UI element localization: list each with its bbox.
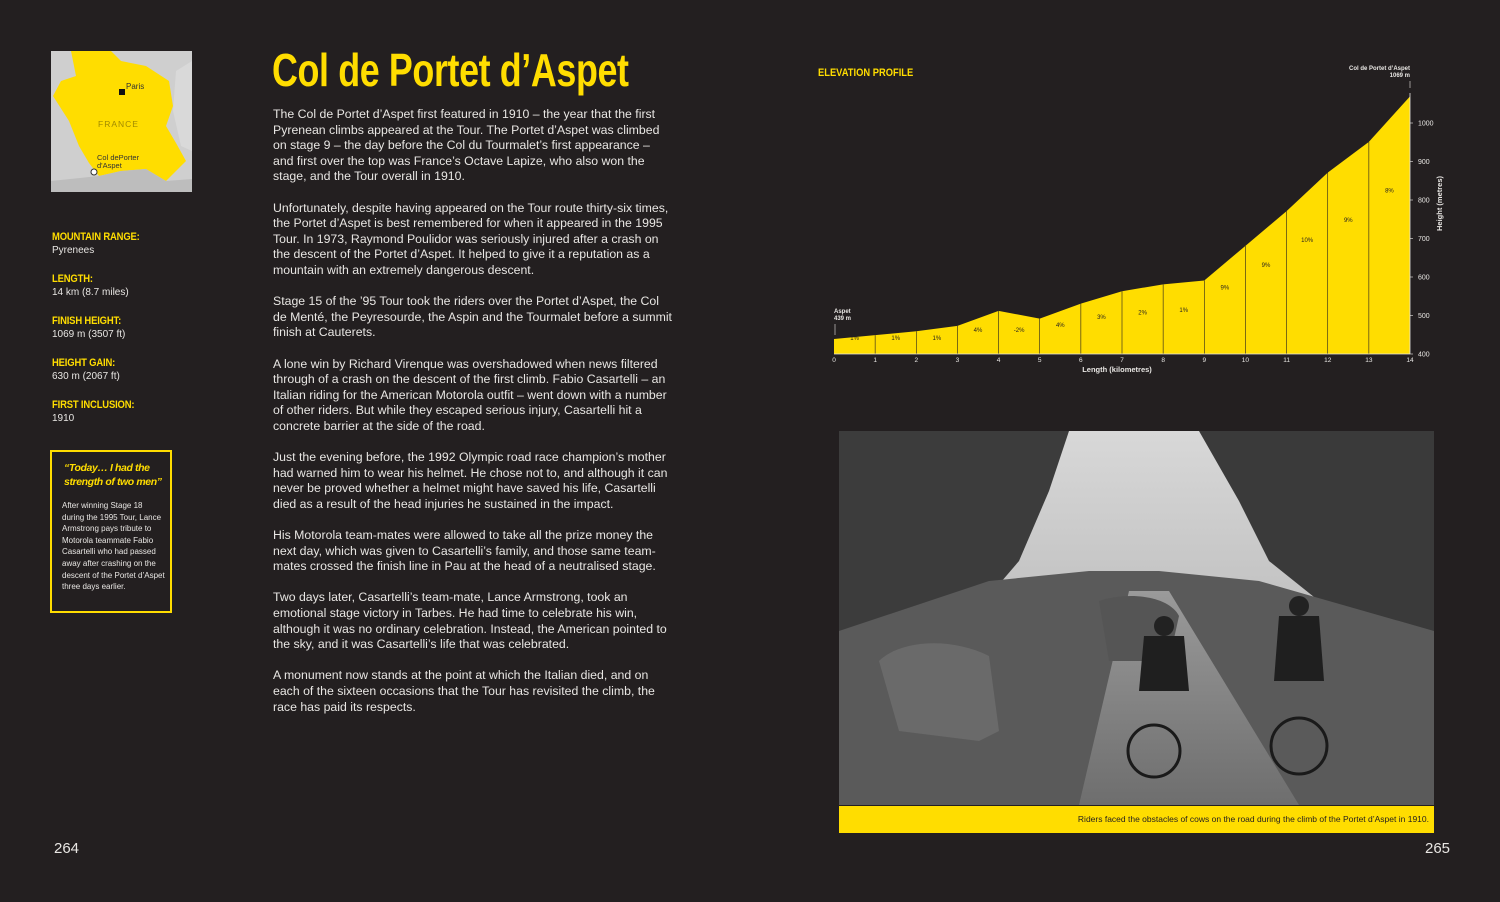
paragraph: A lone win by Richard Virenque was overshadowed when news filtered through of a crash on the descent of the first climb. Fabio Casartelli – an Italian riding for the American Motorola outfit – went down with a number of other riders. But while they escaped serious injury, Casartelli hit a concrete barrier at the side of the road. — [273, 356, 667, 433]
x-tick-label: 0 — [832, 357, 836, 364]
fact-value-height-gain: 630 m (2067 ft) — [52, 371, 120, 382]
fact-value-first-inclusion: 1910 — [52, 413, 75, 424]
fact-value-length: 14 km (8.7 miles) — [52, 287, 129, 298]
start-height-label: 439 m — [834, 315, 852, 322]
gradient-label: 8% — [1385, 188, 1394, 195]
x-axis-title: Length (kilometres) — [1082, 365, 1152, 374]
y-tick-label: 1000 — [1418, 120, 1434, 128]
quote-title: “Today… I had the strength of two men” — [64, 462, 162, 488]
fact-label-height-gain: HEIGHT GAIN: — [52, 357, 116, 369]
gradient-label: 3% — [1097, 315, 1106, 322]
gradient-label: 9% — [1343, 218, 1353, 225]
x-tick-label: 10 — [1241, 357, 1250, 364]
gradient-label: 1% — [932, 336, 942, 342]
map-city-label: Paris — [126, 82, 145, 91]
paragraph: A monument now stands at the point at which the Italian died, and on each of the sixteen occasions that the Tour has revisited the climb, the race has paid its respects. — [273, 668, 655, 714]
photo-caption-bar — [839, 806, 1434, 833]
y-tick-label: 800 — [1418, 197, 1430, 205]
map-country-label: FRANCE — [98, 119, 139, 129]
y-tick-label: 600 — [1418, 274, 1430, 282]
paragraph: The Col de Portet d’Aspet first featured in 1910 – the year that the first Pyrenean climbs appeared at the Tour. The Portet d’Aspet was climbed on stage 9 – the day before the Col du Tourmalet’s first appearance – and first over the top was France’s Octave Lapize, who also won the stage, and the Tour overall in 1910. — [273, 107, 660, 184]
x-tick-label: 8 — [1161, 357, 1165, 364]
elevation-profile-chart — [800, 52, 1460, 382]
fact-value-finish-height: 1069 m (3507 ft) — [52, 329, 126, 340]
y-tick-label: 400 — [1418, 351, 1430, 359]
gradient-label: 2% — [1138, 310, 1147, 317]
x-tick-label: 2 — [914, 357, 919, 364]
map-climb-label-2: d'Aspet — [97, 161, 122, 170]
fact-label-mountain-range: MOUNTAIN RANGE: — [52, 231, 140, 243]
x-tick-label: 3 — [955, 357, 960, 364]
fact-value-mountain-range: Pyrenees — [52, 245, 95, 256]
article-body — [273, 107, 673, 731]
paragraph: Just the evening before, the 1992 Olympic road race champion’s mother had warned him to wear his helmet. He chose not to, and although it can never be proved whether a helmet might have saved his life, Casartelli died as a result of the head injuries he sustained in the impact. — [273, 450, 668, 511]
quote-box — [50, 450, 172, 613]
gradient-label: 4% — [1055, 323, 1065, 330]
gradient-label: 1% — [1179, 308, 1189, 315]
fact-label-finish-height: FINISH HEIGHT: — [52, 315, 122, 327]
x-tick-label: 5 — [1037, 357, 1042, 364]
x-tick-label: 6 — [1079, 357, 1083, 364]
gradient-label: 4% — [973, 327, 983, 334]
start-name-label: Aspet — [834, 308, 851, 315]
fact-label-first-inclusion: FIRST INCLUSION: — [52, 399, 135, 411]
y-tick-label: 500 — [1418, 313, 1430, 320]
end-height-label: 1069 m — [1389, 73, 1410, 79]
location-map — [51, 51, 192, 192]
gradient-label: 9% — [1261, 263, 1271, 270]
map-climb-label-1: Col dePorter — [97, 153, 140, 162]
paragraph: Stage 15 of the ’95 Tour took the riders over the Portet d’Aspet, the Col de Menté, the Peyresourde, the Aspin and the Tourmalet before a summit finish at Cauterets. — [273, 294, 672, 340]
x-tick-label: 1 — [873, 357, 877, 364]
end-name-label: Col de Portet d’Aspet — [1348, 66, 1410, 72]
x-tick-label: 14 — [1406, 357, 1414, 364]
y-tick-label: 900 — [1418, 159, 1430, 166]
gradient-label: 9% — [1220, 285, 1230, 292]
gradient-label: 10% — [1301, 238, 1314, 245]
y-axis-title: Height (metres) — [1435, 175, 1444, 232]
paragraph: Unfortunately, despite having appeared on the Tour route thirty-six times, the Portet d’Aspet is best remembered for when it appeared in the 1995 Tour. In 1973, Raymond Poulidor was seriously injured after a crash on the descent of the Portet d’Aspet. It helped to give it a reputation as a mountain with an extremely dangerous descent. — [273, 200, 669, 277]
paragraph: Two days later, Casartelli’s team-mate, Lance Armstrong, took an emotional stage victory in Tarbes. He had time to celebrate his win, although it was no ordinary celebration. Instead, the American pointed to the sky, and it was Casartelli’s life that was celebrated. — [273, 590, 667, 652]
y-tick-label: 700 — [1418, 236, 1430, 243]
page-number-left: 264 — [54, 840, 80, 857]
gradient-label: 1% — [891, 336, 901, 342]
profile-heading: ELEVATION PROFILE — [818, 67, 914, 79]
x-tick-label: 7 — [1120, 357, 1124, 364]
page-number-right: 265 — [1425, 840, 1451, 857]
climb-facts — [52, 230, 212, 440]
x-tick-label: 12 — [1324, 357, 1332, 364]
gradient-label: 1% — [850, 336, 859, 342]
fact-label-length: LENGTH: — [52, 273, 93, 285]
x-tick-label: 11 — [1283, 357, 1290, 364]
photo-caption: Riders faced the obstacles of cows on the road during the climb of the Portet d’Aspet in 1910. — [1077, 814, 1429, 824]
x-tick-label: 13 — [1365, 357, 1373, 364]
x-tick-label: 9 — [1202, 357, 1207, 364]
historic-photo — [839, 431, 1434, 805]
page-title: Col de Portet d’Aspet — [272, 44, 629, 96]
gradient-label: -2% — [1013, 327, 1025, 334]
x-tick-label: 4 — [996, 357, 1001, 364]
quote-body: After winning Stage 18 during the 1995 Tour, Lance Armstrong pays tribute to Motorola teammate Fabio Casartelli who had passed away after crashing on the descent of the Portet d’Aspet three days earlier. — [62, 501, 165, 592]
paragraph: His Motorola team-mates were allowed to take all the prize money the next day, which was given to Casartelli’s family, and those same team-mates crossed the finish line in Pau at the head of a neutralised stage. — [273, 528, 656, 574]
